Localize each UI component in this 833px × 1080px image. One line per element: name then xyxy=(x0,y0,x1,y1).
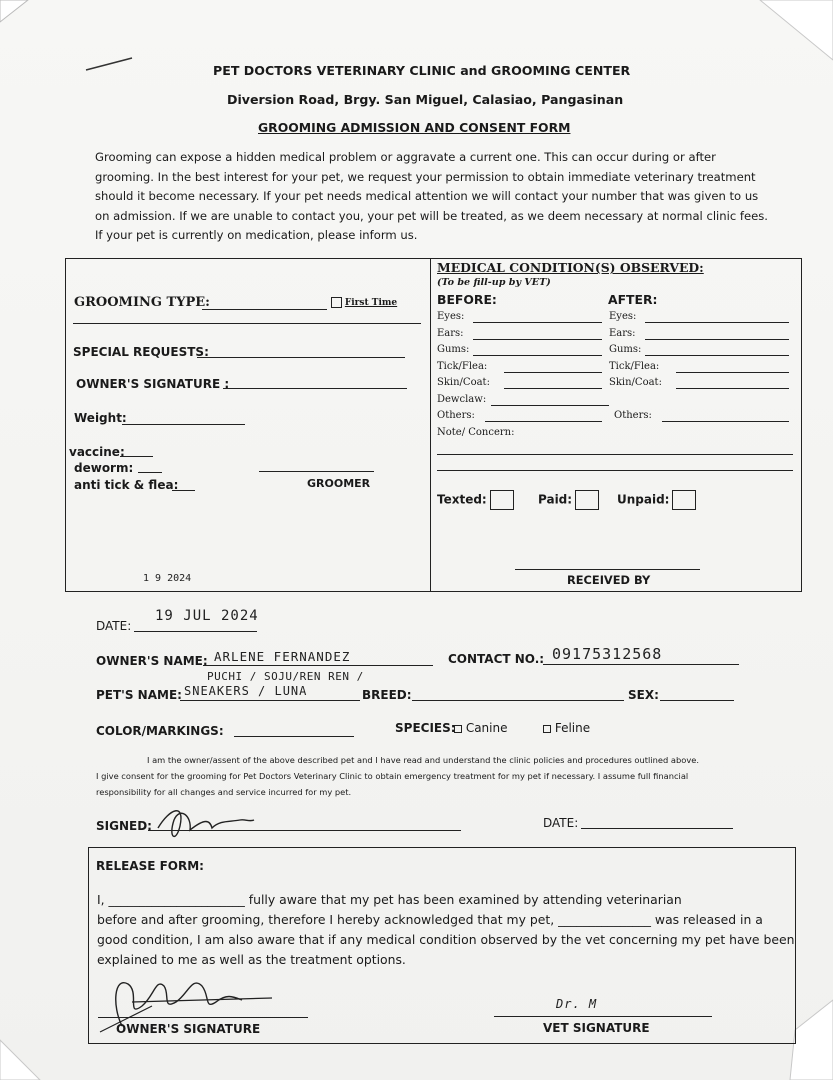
contact-label: CONTACT NO.: xyxy=(448,652,545,666)
feline-checkbox[interactable] xyxy=(543,725,551,733)
received-by-label: RECEIVED BY xyxy=(567,573,651,587)
release-line: explained to me as well as the treatment options. xyxy=(97,952,406,967)
before-field-label: Tick/Flea: xyxy=(437,360,488,372)
breed-field[interactable] xyxy=(412,700,624,701)
canine-label: Canine xyxy=(465,721,508,735)
texted-checkbox[interactable] xyxy=(490,490,514,510)
signed-date-label: DATE: xyxy=(543,816,579,830)
release-paragraph xyxy=(97,890,794,970)
vaccine-field[interactable] xyxy=(120,456,153,457)
before-field-label: Skin/Coat: xyxy=(437,377,490,388)
special-requests-label: SPECIAL REQUESTS: xyxy=(73,345,209,359)
form-title: GROOMING ADMISSION AND CONSENT FORM xyxy=(258,120,571,135)
feline-label: Feline xyxy=(554,721,591,735)
color-markings-label: COLOR/MARKINGS: xyxy=(96,724,224,738)
sex-field[interactable] xyxy=(660,700,734,701)
table-divider xyxy=(430,258,431,591)
vet-signature-line[interactable] xyxy=(494,1016,712,1017)
after-field-input[interactable] xyxy=(676,388,789,389)
groomer-label: GROOMER xyxy=(307,477,371,490)
groomer-signature-line[interactable] xyxy=(259,471,374,472)
before-field-label: Ears: xyxy=(437,327,464,339)
release-line: good condition, I am also aware that if any medical condition observed by the vet concerning my pet have been xyxy=(97,932,795,947)
anti-tick-label: anti tick & flea: xyxy=(74,478,179,492)
release-line: I, ______________________ fully aware that my pet has been examined by attending veterinarian xyxy=(97,892,682,907)
paid-checkbox[interactable] xyxy=(575,490,599,510)
owner-signature-line[interactable] xyxy=(98,1017,308,1018)
intro-paragraph xyxy=(95,148,768,246)
consent-line: I give consent for the grooming for Pet Doctors Veterinary Clinic to obtain emergency treatment for my pet if necessary. I assume full financial xyxy=(96,771,689,781)
before-field-input[interactable] xyxy=(473,355,603,356)
clinic-name: PET DOCTORS VETERINARY CLINIC and GROOMING CENTER xyxy=(213,63,631,78)
weight-field[interactable] xyxy=(122,424,245,425)
date-value[interactable]: 19 JUL 2024 xyxy=(155,608,259,624)
clinic-address: Diversion Road, Brgy. San Miguel, Calasiao, Pangasinan xyxy=(227,92,624,107)
grooming-type-field[interactable] xyxy=(202,309,327,310)
intro-line: Grooming can expose a hidden medical problem or aggravate a current one. This can occur during or after xyxy=(95,150,716,164)
before-field-label: Dewclaw: xyxy=(437,393,487,405)
date-field-line xyxy=(134,631,257,632)
signed-field[interactable] xyxy=(148,830,461,831)
before-field-label: Eyes: xyxy=(437,311,465,322)
after-field-input[interactable] xyxy=(645,339,790,340)
first-time-checkbox[interactable] xyxy=(331,297,342,308)
after-field-label: Eyes: xyxy=(609,311,637,322)
owner-signature-field[interactable] xyxy=(223,388,407,389)
before-field-input[interactable] xyxy=(504,372,602,373)
signed-label: SIGNED: xyxy=(96,819,152,833)
unpaid-checkbox[interactable] xyxy=(672,490,696,510)
canine-option[interactable] xyxy=(454,721,508,735)
before-field-input[interactable] xyxy=(473,322,603,323)
feline-option[interactable] xyxy=(543,721,590,735)
before-field-label: Others: xyxy=(437,410,475,421)
unpaid-label: Unpaid: xyxy=(617,492,670,507)
breed-label: BREED: xyxy=(362,688,412,702)
owner-signature-caption: OWNER'S SIGNATURE xyxy=(116,1022,261,1036)
first-time-option[interactable] xyxy=(331,297,397,308)
intro-line: should it become necessary. If your pet needs medical attention we will contact your number that was given to us xyxy=(95,189,759,203)
signed-date-field[interactable] xyxy=(581,828,733,829)
after-field-input[interactable] xyxy=(662,421,789,422)
pet-name-line xyxy=(180,700,360,701)
after-field-input[interactable] xyxy=(676,372,789,373)
before-heading: BEFORE: xyxy=(437,292,497,307)
before-field-input[interactable] xyxy=(473,339,603,340)
consent-line: responsibility for all changes and service incurred for my pet. xyxy=(96,787,352,797)
before-field-input[interactable] xyxy=(491,405,609,406)
pet-name-value[interactable]: SNEAKERS / LUNA xyxy=(184,684,308,698)
after-field-input[interactable] xyxy=(645,355,790,356)
owner-signature-label: OWNER'S SIGNATURE : xyxy=(76,377,230,391)
before-field-input[interactable] xyxy=(485,421,602,422)
before-field-input[interactable] xyxy=(504,388,602,389)
texted-label: Texted: xyxy=(437,492,487,507)
pet-name-label: PET'S NAME: xyxy=(96,688,182,702)
received-by-line[interactable] xyxy=(515,569,700,570)
vaccine-label: vaccine: xyxy=(69,445,125,459)
after-field-label: Ears: xyxy=(609,327,636,339)
grooming-type-line-2[interactable] xyxy=(73,323,421,324)
vet-initials: Dr. M xyxy=(556,997,598,1011)
special-requests-field[interactable] xyxy=(197,357,405,358)
texted-option[interactable] xyxy=(437,490,514,510)
after-heading: AFTER: xyxy=(608,292,658,307)
contact-value[interactable]: 09175312568 xyxy=(552,645,663,663)
release-line: before and after grooming, therefore I hereby acknowledged that my pet, _______________ was released in a xyxy=(97,912,763,927)
weight-label: Weight: xyxy=(74,411,127,425)
sex-label: SEX: xyxy=(628,688,659,702)
note-line-1[interactable] xyxy=(437,454,793,455)
note-concern-label: Note/ Concern: xyxy=(437,427,515,438)
grooming-type-label: GROOMING TYPE: xyxy=(74,295,210,310)
owner-name-label: OWNER'S NAME: xyxy=(96,654,208,668)
intro-line: on admission. If we are unable to contact you, your pet will be treated, as we deem necessary at normal clinic fees. xyxy=(95,208,768,223)
medical-subtitle: (To be fill-up by VET) xyxy=(437,277,551,288)
color-markings-field[interactable] xyxy=(234,736,354,737)
after-field-label: Skin/Coat: xyxy=(609,377,662,388)
intro-line: If your pet is currently on medication, please inform us. xyxy=(95,228,418,242)
date-label: DATE: xyxy=(96,619,132,633)
first-time-label: First Time xyxy=(344,298,398,308)
paid-label: Paid: xyxy=(538,492,573,507)
deworm-label: deworm: xyxy=(74,461,134,475)
vet-signature-caption: VET SIGNATURE xyxy=(543,1021,650,1035)
owner-signature-scribble xyxy=(150,798,260,848)
release-title: RELEASE FORM: xyxy=(96,859,204,873)
after-field-label: Others: xyxy=(614,410,652,421)
anti-tick-field[interactable] xyxy=(172,490,195,491)
owner-name-value[interactable]: ARLENE FERNANDEZ xyxy=(214,649,351,664)
after-field-input[interactable] xyxy=(645,322,790,323)
before-field-label: Gums: xyxy=(437,344,470,355)
after-field-label: Gums: xyxy=(609,344,642,355)
medical-title: MEDICAL CONDITION(S) OBSERVED: xyxy=(437,260,704,275)
canine-checkbox[interactable] xyxy=(454,725,462,733)
species-label: SPECIES: xyxy=(395,721,456,735)
handwritten-small-date: 1 9 2024 xyxy=(143,573,192,584)
intro-line: grooming. In the best interest for your pet, we request your permission to obtain immediate veterinary treatment xyxy=(95,169,756,184)
unpaid-option[interactable] xyxy=(617,490,696,510)
note-line-2[interactable] xyxy=(437,470,793,471)
owner-name-line xyxy=(203,665,433,666)
deworm-field[interactable] xyxy=(138,472,162,473)
after-field-label: Tick/Flea: xyxy=(609,360,660,372)
pet-names-extra[interactable]: PUCHI / SOJU/REN REN / xyxy=(207,670,364,683)
contact-line xyxy=(543,664,739,665)
consent-line: I am the owner/assent of the above described pet and I have read and understand the clinic policies and procedures outlined above. xyxy=(147,755,699,765)
paid-option[interactable] xyxy=(538,490,599,510)
